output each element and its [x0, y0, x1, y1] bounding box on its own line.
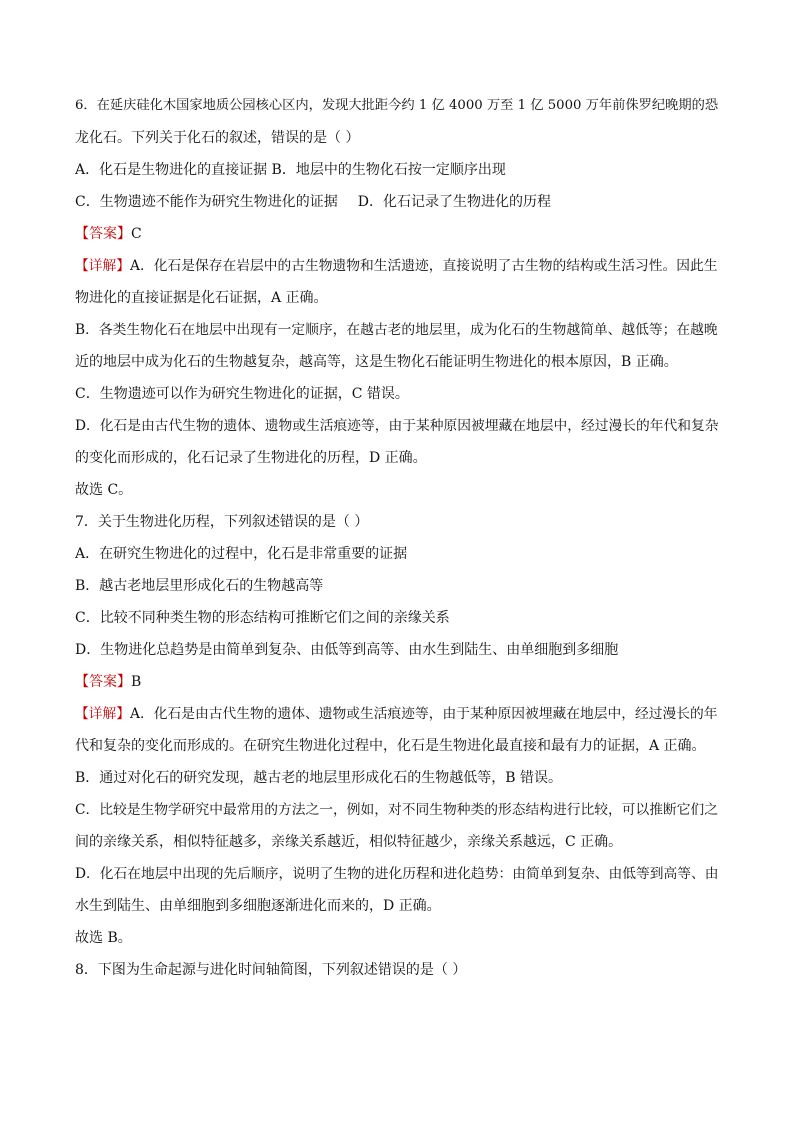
- question-8: [75, 960, 723, 980]
- question-7-option-a: A．在研究生物进化的过程中，化石是非常重要的证据: [75, 546, 408, 562]
- question-6-detail-line: C．生物遗迹可以作为研究生物进化的证据，C 错误。: [75, 386, 409, 402]
- question-7-answer: [75, 672, 723, 692]
- question-6: [75, 96, 723, 500]
- question-7-detail-line: 代和复杂的变化而形成的。在研究生物进化过程中，化石是生物进化最直接和最有力的证据，A 正确。: [75, 738, 706, 754]
- question-7-detail-line: C．比较是生物学研究中最常用的方法之一，例如，对不同生物种类的形态结构进行比较，可以推断它们之: [75, 802, 719, 818]
- answer-tag: 【答案】: [75, 674, 131, 690]
- question-7-detail-line: 水生到陆生、由单细胞到多细胞逐渐进化而来的，D 正确。: [75, 898, 441, 914]
- detail-text: A．化石是保存在岩层中的古生物遗物和生活遗迹，直接说明了古生物的结构或生活习性。因此生: [130, 258, 718, 274]
- question-7-detail-line-1: [75, 704, 723, 724]
- question-7-detail-line: B．通过对化石的研究发现，越古老的地层里形成化石的生物越低等，B 错误。: [75, 770, 563, 786]
- question-6-option-a-b: A．化石是生物进化的直接证据 B．地层中的生物化石按一定顺序出现: [75, 162, 506, 178]
- question-6-detail-line: 物进化的直接证据是化石证据，A 正确。: [75, 290, 328, 306]
- question-7-detail-line: D．化石在地层中出现的先后顺序，说明了生物的进化历程和进化趋势：由简单到复杂、由低等到高等、由: [75, 866, 719, 882]
- answer-value: C: [131, 226, 142, 242]
- question-7-option-b: B．越古老地层里形成化石的生物越高等: [75, 578, 324, 594]
- page-content: [75, 96, 723, 980]
- question-6-answer: [75, 224, 723, 244]
- question-6-stem-line-2: 龙化石。下列关于化石的叙述，错误的是（ ）: [75, 130, 360, 146]
- question-6-detail-line: 的变化而形成的，化石记录了生物进化的历程，D 正确。: [75, 450, 427, 466]
- question-7-conclusion: 故选 B。: [75, 930, 132, 946]
- answer-value: B: [131, 674, 142, 690]
- question-6-conclusion: 故选 C。: [75, 482, 133, 498]
- detail-tag: 【详解】: [75, 706, 131, 722]
- question-7-option-d: D．生物进化总趋势是由简单到复杂、由低等到高等、由水生到陆生、由单细胞到多细胞: [75, 642, 619, 658]
- question-6-option-c: C．生物遗迹不能作为研究生物进化的证据: [75, 194, 338, 210]
- question-6-detail-line: D．化石是由古代生物的遗体、遗物或生活痕迹等，由于某种原因被埋藏在地层中，经过漫长的年代和复杂: [75, 418, 719, 434]
- question-6-detail-line: B．各类生物化石在地层中出现有一定顺序，在越古老的地层里，成为化石的生物越简单、越低等；在越晚: [75, 322, 718, 338]
- answer-tag: 【答案】: [75, 226, 131, 242]
- question-6-detail-line: 近的地层中成为化石的生物越复杂，越高等，这是生物化石能证明生物进化的根本原因，B 正确。: [75, 354, 678, 370]
- question-6-option-d: D．化石记录了生物进化的历程: [357, 194, 551, 210]
- detail-tag: 【详解】: [75, 258, 131, 274]
- question-6-stem-line-1: 6．在延庆硅化木国家地质公园核心区内，发现大批距今约 1 亿 4000 万至 1 亿 5000 万年前侏罗纪晚期的恐: [75, 98, 719, 113]
- question-7-detail-line: 间的亲缘关系，相似特征越多，亲缘关系越近，相似特征越少，亲缘关系越远，C 正确。: [75, 834, 623, 850]
- detail-text: A．化石是由古代生物的遗体、遗物或生活痕迹等，由于某种原因被埋藏在地层中，经过漫长的年: [130, 706, 718, 722]
- question-6-detail-line-1: [75, 256, 723, 276]
- question-6-option-c-d: [75, 192, 723, 212]
- question-7: [75, 512, 723, 948]
- question-7-option-c: C．比较不同种类生物的形态结构可推断它们之间的亲缘关系: [75, 610, 450, 626]
- question-8-stem: 8．下图为生命起源与进化时间轴简图，下列叙述错误的是（ ）: [75, 962, 467, 978]
- question-7-stem: 7．关于生物进化历程，下列叙述错误的是（ ）: [75, 514, 369, 530]
